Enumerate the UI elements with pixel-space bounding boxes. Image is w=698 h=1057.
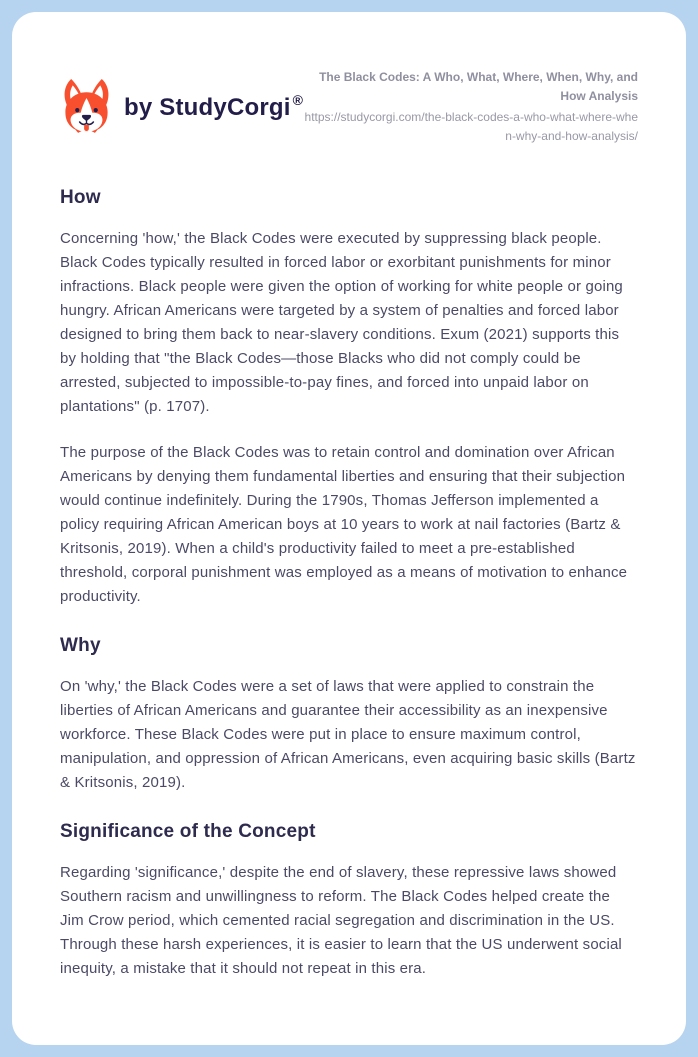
document-header (60, 68, 638, 145)
section-significance (60, 821, 638, 981)
section-heading: Why (60, 635, 101, 657)
document-card (12, 12, 686, 1045)
registered-trademark: ® (292, 91, 304, 108)
studycorgi-brand (60, 78, 303, 136)
paragraph: On 'why,' the Black Codes were a set of laws that were applied to constrain the liberties of African Americans and guarantee their accessibility as an inexpensive workforce. These Black Codes were put in place to ensure maximum control, manipulation, and oppression of African Americans, even acquiring basic skills (Bartz & Kritsonis, 2019). (60, 678, 636, 792)
paragraph: The purpose of the Black Codes was to retain control and domination over African Americans by denying them fundamental liberties and ensuring that their subjection would continue indefinitely. During the 1790s, Thomas Jefferson implemented a policy requiring African American boys at 10 years to work at nail factories (Bartz & Kritsonis, 2019). When a child's productivity failed to meet a pre-established threshold, corporal punishment was employed as a means of motivation to enhance productivity. (60, 444, 628, 606)
paragraph: Regarding 'significance,' despite the end of slavery, these repressive laws showed Southern racism and unwillingness to reform. The Black Codes helped create the Jim Crow period, which cemented racial segregation and discrimination in the US. Through these harsh experiences, it is easier to learn that the US underwent social inequity, a mistake that it should not repeat in this era. (60, 864, 622, 978)
corgi-logo-icon (60, 78, 113, 136)
brand-wordmark: by StudyCorgi ® (124, 91, 304, 121)
document-title: The Black Codes: A Who, What, Where, When, Why, and How Analysis (319, 70, 638, 103)
section-why (60, 635, 638, 795)
document-url: https://studycorgi.com/the-black-codes-a-who-what-where-when-why-and-how-analysis/ (304, 110, 638, 143)
section-heading: Significance of the Concept (60, 821, 316, 843)
section-heading: How (60, 187, 101, 209)
section-how (60, 187, 638, 609)
essay-content (60, 187, 638, 981)
paragraph: Concerning 'how,' the Black Codes were executed by suppressing black people. Black Codes typically resulted in forced labor or exorbitant punishments for minor infractions. Black people were given the option of working for white people or going hungry. African Americans were targeted by a system of penalties and forced labor designed to bring them back to near-slavery conditions. Exum (2021) supports this by holding that "the Black Codes—those Blacks who did not comply could be arrested, subjected to impossible-to-pay fines, and forced into unpaid labor on plantations" (p. 1707). (60, 230, 623, 416)
document-meta (303, 68, 638, 145)
